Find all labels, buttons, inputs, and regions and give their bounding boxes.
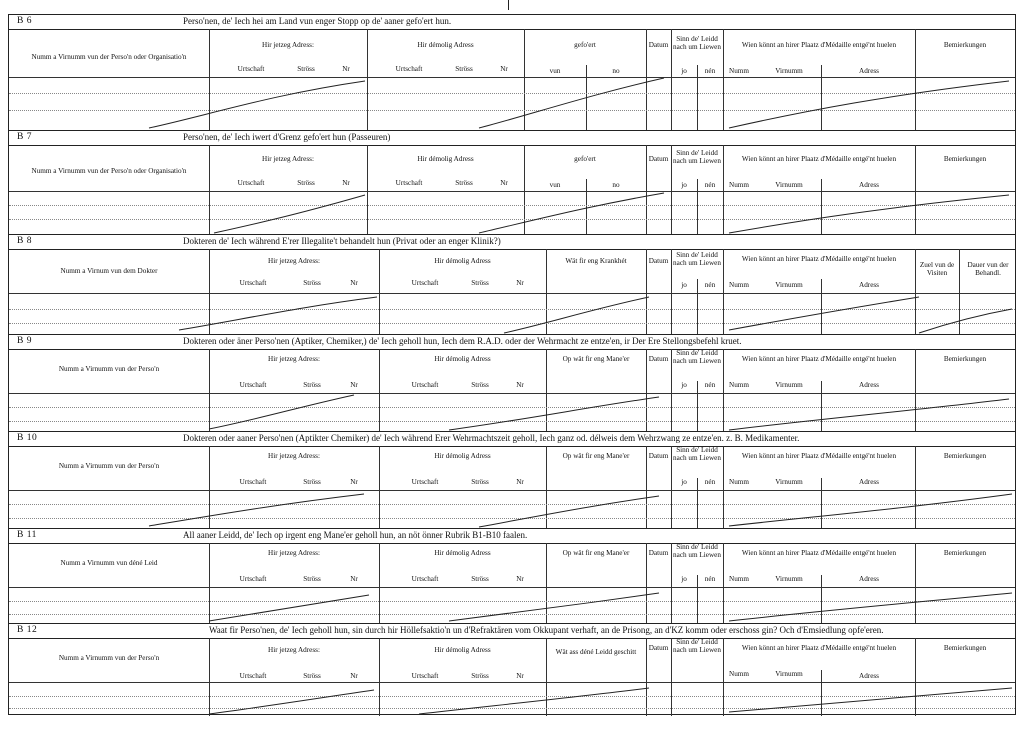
col-header-street: Ströss bbox=[471, 381, 489, 389]
col-header-no: nén bbox=[704, 381, 716, 389]
col-header-number: Nr bbox=[500, 65, 508, 73]
col-header-street: Ströss bbox=[455, 179, 473, 187]
col-header-number: Nr bbox=[516, 478, 524, 486]
col-header-number: Nr bbox=[516, 381, 524, 389]
col-header-surname: Numm bbox=[729, 67, 749, 75]
col-header-name: Numm a Virnum vun dem Dokter bbox=[60, 267, 158, 275]
col-header-former-address: Hir démolig Adress bbox=[434, 452, 491, 460]
col-header-address: Adress bbox=[859, 67, 879, 75]
col-header-manner: Op wät fir eng Mane'er bbox=[562, 452, 630, 460]
section-title-bar bbox=[9, 624, 1015, 639]
col-header-surname: Numm bbox=[729, 575, 749, 583]
section-code: B 12 bbox=[17, 625, 38, 635]
col-header-remarks: Bemierkungen bbox=[943, 549, 987, 557]
col-header-address: Adress bbox=[859, 181, 879, 189]
col-header-surname: Numm bbox=[729, 181, 749, 189]
col-header-visit-count: Zuel vun de Visiten bbox=[919, 261, 955, 277]
col-header-firstname: Virnumm bbox=[775, 281, 803, 289]
col-header-street: Ströss bbox=[303, 381, 321, 389]
col-header-name: Numm a Virnumm vun der Perso'n oder Organisatio'n bbox=[31, 53, 187, 61]
col-header-locality: Urtschaft bbox=[239, 672, 267, 680]
col-header-locality: Urtschaft bbox=[411, 478, 439, 486]
section-b11 bbox=[9, 528, 1015, 624]
col-header-former-address: Hir démolig Adress bbox=[417, 155, 474, 163]
col-header-current-address: Hir jetzeg Adress: bbox=[262, 41, 314, 49]
col-header-street: Ströss bbox=[297, 179, 315, 187]
col-header-locality: Urtschaft bbox=[411, 381, 439, 389]
col-header-number: Nr bbox=[516, 672, 524, 680]
col-header-number: Nr bbox=[350, 279, 358, 287]
col-header-illness: Wät fir eng Krankhét bbox=[565, 257, 627, 265]
section-description: All aaner Leidd, de' Iech op irgent eng Mane'er geholl hun, an nöt önner Rubrik B1-B10 faalen. bbox=[183, 530, 528, 540]
col-header-still-alive: Sinn de' Leidd nach um Liewen bbox=[673, 349, 721, 365]
col-header-street: Ströss bbox=[303, 672, 321, 680]
section-title-bar bbox=[9, 131, 1015, 146]
col-header-street: Ströss bbox=[455, 65, 473, 73]
col-header-treatment-duration: Dauer vun der Behandl. bbox=[967, 261, 1009, 277]
col-header-address: Adress bbox=[859, 575, 879, 583]
col-header-street: Ströss bbox=[303, 279, 321, 287]
col-header-no: nén bbox=[704, 575, 716, 583]
col-header-date: Datum bbox=[648, 549, 669, 557]
section-description: Dokteren oder aaner Perso'nen (Aptikter Chemiker) de' Iech während Erer Wehrmachtszeit geholl, Iech ganz od. délweis dem Wehrzwang ze entze'en. z. B. Medikamenter. bbox=[183, 433, 800, 443]
section-description: Waat fir Perso'nen, de' Iech geholl hun, sin durch hir Höllefsaktio'n un d'Refraktären vom Okkupant verhaft, an de Prisong, an d'KZ komm oder erschoss gin? Och d'Emsiedlung opfe'eren. bbox=[209, 625, 884, 635]
col-header-what-happened: Wät ass déné Leidd geschitt bbox=[555, 648, 637, 656]
col-header-street: Ströss bbox=[471, 478, 489, 486]
col-header-from: vun bbox=[549, 67, 561, 75]
section-b10 bbox=[9, 431, 1015, 529]
col-header-street: Ströss bbox=[297, 65, 315, 73]
col-header-still-alive: Sinn de' Leidd nach um Liewen bbox=[673, 35, 721, 51]
col-header-yes: jo bbox=[681, 67, 687, 75]
col-header-surname: Numm bbox=[729, 381, 749, 389]
col-header-date: Datum bbox=[648, 257, 669, 265]
col-header-no: nén bbox=[704, 67, 716, 75]
refractaire-form bbox=[8, 14, 1016, 715]
col-header-locality: Urtschaft bbox=[239, 381, 267, 389]
top-tick-mark bbox=[508, 0, 509, 10]
col-header-locality: Urtschaft bbox=[411, 279, 439, 287]
section-description: Perso'nen, de' Iech iwert d'Grenz gefo'ert hun (Passeuren) bbox=[183, 132, 391, 142]
col-header-locality: Urtschaft bbox=[237, 179, 265, 187]
col-header-number: Nr bbox=[342, 179, 350, 187]
col-header-date: Datum bbox=[648, 155, 669, 163]
col-header-locality: Urtschaft bbox=[395, 179, 423, 187]
col-header-remarks: Bemierkungen bbox=[943, 452, 987, 460]
section-description: Perso'nen, de' Iech hei am Land vun enger Stopp op de' aaner gefo'ert hun. bbox=[183, 16, 452, 26]
section-description: Dokteren de' Iech während E'rer Illegalite't behandelt hun (Privat oder an enger Klinik?) bbox=[183, 236, 501, 246]
section-code: B 11 bbox=[17, 530, 37, 540]
col-header-current-address: Hir jetzeg Adress: bbox=[268, 257, 320, 265]
col-header-still-alive: Sinn de' Leidd nach um Liewen bbox=[673, 251, 721, 267]
col-header-still-alive: Sinn de' Leidd nach um Liewen bbox=[673, 446, 721, 462]
col-header-locality: Urtschaft bbox=[411, 575, 439, 583]
col-header-no: nén bbox=[704, 281, 716, 289]
col-header-still-alive: Sinn de' Leidd nach um Liewen bbox=[673, 149, 721, 165]
col-header-locality: Urtschaft bbox=[237, 65, 265, 73]
section-title-bar bbox=[9, 335, 1015, 350]
col-header-remarks: Bemierkungen bbox=[943, 355, 987, 363]
col-header-firstname: Virnumm bbox=[775, 670, 803, 678]
col-header-date: Datum bbox=[648, 452, 669, 460]
col-header-yes: jo bbox=[681, 181, 687, 189]
col-header-to: no bbox=[612, 181, 620, 189]
section-title-bar bbox=[9, 235, 1015, 250]
col-header-street: Ströss bbox=[471, 575, 489, 583]
col-header-name: Numm a Virnumm vun der Perso'n oder Organisatio'n bbox=[31, 167, 187, 175]
section-code: B 7 bbox=[17, 132, 32, 142]
col-header-number: Nr bbox=[350, 381, 358, 389]
col-header-number: Nr bbox=[516, 279, 524, 287]
col-header-medal-recipient: Wien könnt an hirer Plaatz d'Médaille entgé'nt huelen bbox=[741, 41, 897, 49]
col-header-yes: jo bbox=[681, 575, 687, 583]
col-header-no: nén bbox=[704, 181, 716, 189]
col-header-remarks: Bemierkungen bbox=[943, 644, 987, 652]
col-header-current-address: Hir jetzeg Adress: bbox=[262, 155, 314, 163]
col-header-firstname: Virnumm bbox=[775, 67, 803, 75]
col-header-manner: Op wät fir eng Mane'er bbox=[562, 549, 630, 557]
col-header-locality: Urtschaft bbox=[411, 672, 439, 680]
col-header-name: Numm a Virnumm vun der Perso'n bbox=[58, 365, 160, 373]
col-header-firstname: Virnumm bbox=[775, 478, 803, 486]
col-header-surname: Numm bbox=[729, 281, 749, 289]
col-header-name: Numm a Virnumm vun der Perso'n bbox=[58, 654, 160, 662]
section-code: B 6 bbox=[17, 16, 32, 26]
col-header-street: Ströss bbox=[471, 672, 489, 680]
section-b6 bbox=[9, 15, 1015, 130]
col-header-former-address: Hir démolig Adress bbox=[434, 549, 491, 557]
col-header-name: Numm a Virnumm vun der Perso'n bbox=[58, 462, 160, 470]
col-header-current-address: Hir jetzeg Adress: bbox=[268, 355, 320, 363]
col-header-address: Adress bbox=[859, 672, 879, 680]
col-header-locality: Urtschaft bbox=[239, 279, 267, 287]
col-header-medal-recipient: Wien könnt an hirer Plaatz d'Médaille entgé'nt huelen bbox=[741, 452, 897, 460]
col-header-still-alive: Sinn de' Leidd nach um Liewen bbox=[673, 638, 721, 654]
col-header-locality: Urtschaft bbox=[239, 575, 267, 583]
col-header-transported: gefo'ert bbox=[574, 41, 596, 49]
col-header-medal-recipient: Wien könnt an hirer Plaatz d'Médaille entgé'nt huelen bbox=[741, 155, 897, 163]
col-header-yes: jo bbox=[681, 381, 687, 389]
col-header-locality: Urtschaft bbox=[395, 65, 423, 73]
col-header-number: Nr bbox=[350, 478, 358, 486]
col-header-still-alive: Sinn de' Leidd nach um Liewen bbox=[673, 543, 721, 559]
col-header-medal-recipient: Wien könnt an hirer Plaatz d'Médaille entgé'nt huelen bbox=[741, 355, 897, 363]
col-header-name: Numm a Virnumm vun déné Leid bbox=[60, 559, 158, 567]
col-header-current-address: Hir jetzeg Adress: bbox=[268, 452, 320, 460]
col-header-surname: Numm bbox=[729, 670, 749, 678]
section-description: Dokteren oder äner Perso'nen (Aptiker, Chemiker,) de' Iech geholl hun, Iech dem R.A.D. oder der Wehrmacht ze entze'en, ir Der Ere Stellongsbefehl kruet. bbox=[183, 336, 742, 346]
col-header-from: vun bbox=[549, 181, 561, 189]
col-header-former-address: Hir démolig Adress bbox=[434, 257, 491, 265]
col-header-to: no bbox=[612, 67, 620, 75]
col-header-street: Ströss bbox=[471, 279, 489, 287]
col-header-address: Adress bbox=[859, 478, 879, 486]
col-header-medal-recipient: Wien könnt an hirer Plaatz d'Médaille entgé'nt huelen bbox=[741, 644, 897, 652]
col-header-firstname: Virnumm bbox=[775, 575, 803, 583]
col-header-former-address: Hir démolig Adress bbox=[417, 41, 474, 49]
col-header-number: Nr bbox=[516, 575, 524, 583]
col-header-yes: jo bbox=[681, 478, 687, 486]
section-b9 bbox=[9, 334, 1015, 432]
col-header-address: Adress bbox=[859, 381, 879, 389]
col-header-former-address: Hir démolig Adress bbox=[434, 355, 491, 363]
col-header-date: Datum bbox=[648, 355, 669, 363]
col-header-firstname: Virnumm bbox=[775, 381, 803, 389]
col-header-medal-recipient: Wien könnt an hirer Plaatz d'Médaille entgé'nt huelen bbox=[741, 549, 897, 557]
col-header-firstname: Virnumm bbox=[775, 181, 803, 189]
section-code: B 10 bbox=[17, 433, 38, 443]
col-header-locality: Urtschaft bbox=[239, 478, 267, 486]
col-header-surname: Numm bbox=[729, 478, 749, 486]
section-title-bar bbox=[9, 432, 1015, 447]
section-b12 bbox=[9, 623, 1015, 716]
section-title-bar bbox=[9, 529, 1015, 544]
section-title-bar bbox=[9, 15, 1015, 30]
col-header-current-address: Hir jetzeg Adress: bbox=[268, 549, 320, 557]
col-header-remarks: Bemierkungen bbox=[943, 41, 987, 49]
col-header-transported: gefo'ert bbox=[574, 155, 596, 163]
section-b7 bbox=[9, 130, 1015, 235]
col-header-yes: jo bbox=[681, 281, 687, 289]
col-header-current-address: Hir jetzeg Adress: bbox=[268, 646, 320, 654]
col-header-date: Datum bbox=[648, 41, 669, 49]
col-header-remarks: Bemierkungen bbox=[943, 155, 987, 163]
col-header-address: Adress bbox=[859, 281, 879, 289]
col-header-no: nén bbox=[704, 478, 716, 486]
col-header-manner: Op wät fir eng Mane'er bbox=[562, 355, 630, 363]
col-header-date: Datum bbox=[648, 644, 669, 652]
col-header-street: Ströss bbox=[303, 478, 321, 486]
section-code: B 8 bbox=[17, 236, 32, 246]
section-code: B 9 bbox=[17, 336, 32, 346]
col-header-number: Nr bbox=[342, 65, 350, 73]
col-header-medal-recipient: Wien könnt an hirer Plaatz d'Médaille entgé'nt huelen bbox=[741, 255, 897, 263]
col-header-number: Nr bbox=[350, 575, 358, 583]
col-header-number: Nr bbox=[350, 672, 358, 680]
col-header-street: Ströss bbox=[303, 575, 321, 583]
section-b8 bbox=[9, 234, 1015, 335]
col-header-former-address: Hir démolig Adress bbox=[434, 646, 491, 654]
col-header-number: Nr bbox=[500, 179, 508, 187]
